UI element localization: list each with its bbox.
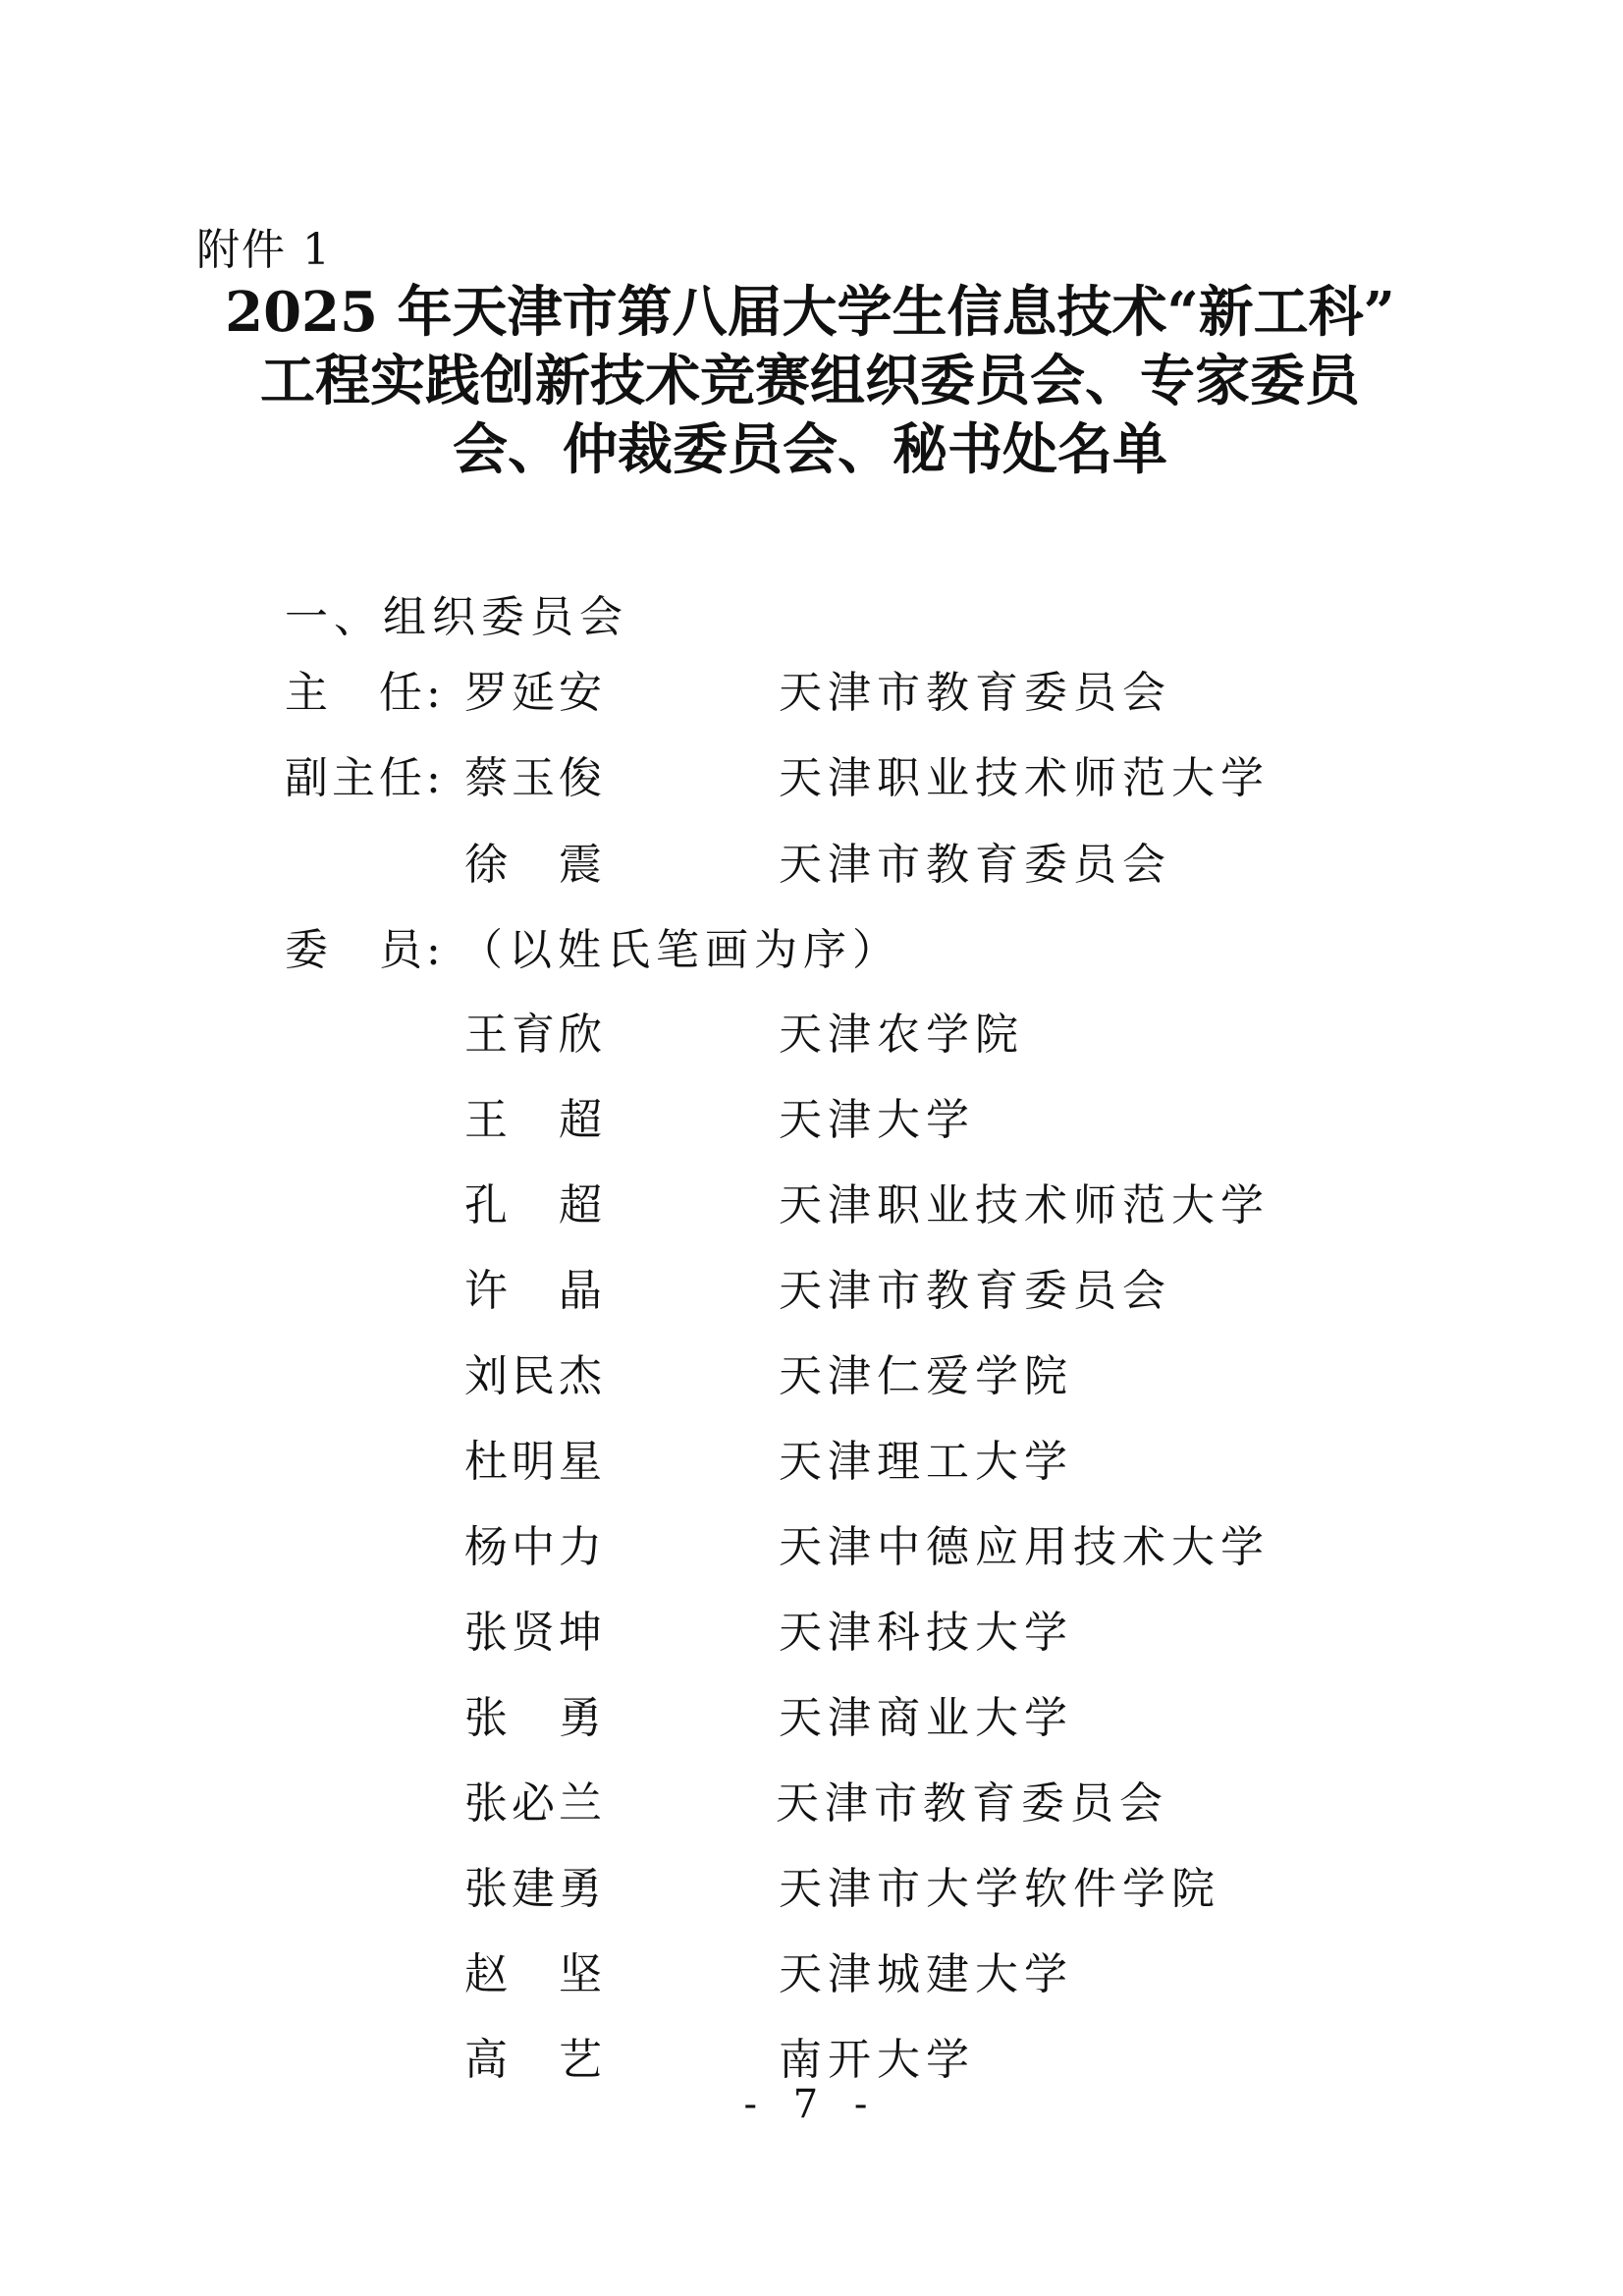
person-organization: 天津理工大学	[779, 1437, 1073, 1487]
role-label: 委 员:	[285, 925, 445, 975]
person-organization: 天津农学院	[779, 1010, 1024, 1060]
person-organization: 天津仁爱学院	[779, 1351, 1073, 1401]
section-heading: 一、组织委员会	[285, 592, 628, 642]
attachment-label: 附件 1	[196, 225, 332, 275]
person-name: 王育欣	[464, 1010, 606, 1060]
person-name: 罗延安	[464, 668, 606, 718]
person-name: 张必兰	[464, 1778, 606, 1829]
person-name: 王 超	[464, 1095, 606, 1145]
person-organization: 天津职业技术师范大学	[779, 753, 1270, 803]
person-name: 徐 震	[464, 840, 606, 890]
person-organization: 天津商业大学	[779, 1693, 1073, 1743]
document-title	[147, 278, 1473, 484]
person-name: 赵 坚	[464, 1949, 606, 1999]
person-organization: 天津职业技术师范大学	[779, 1180, 1270, 1230]
title-line-1: 2025 年天津市第八届大学生信息技术“新工科”	[225, 280, 1395, 345]
title-line-3: 会、仲裁委员会、秘书处名单	[453, 417, 1167, 482]
person-name: 许 晶	[464, 1266, 606, 1316]
person-name: 张贤坤	[464, 1608, 606, 1658]
person-organization: 天津中德应用技术大学	[779, 1522, 1270, 1572]
person-organization: 天津市教育委员会	[779, 840, 1171, 890]
page-number: - 7 -	[743, 2082, 880, 2127]
person-name: 杨中力	[464, 1522, 606, 1572]
person-organization: 天津大学	[779, 1095, 975, 1145]
role-label: 主 任:	[285, 668, 445, 718]
person-organization: 天津城建大学	[779, 1949, 1073, 1999]
person-organization: 天津市教育委员会	[779, 668, 1171, 718]
title-line-2: 工程实践创新技术竞赛组织委员会、专家委员	[260, 349, 1360, 413]
person-name: 蔡玉俊	[464, 753, 606, 803]
person-name: 孔 超	[464, 1180, 606, 1230]
person-organization: 南开大学	[779, 2035, 975, 2085]
members-order-note: （以姓氏笔画为序）	[460, 925, 901, 975]
person-organization: 天津科技大学	[779, 1608, 1073, 1658]
person-organization: 天津市教育委员会	[779, 1266, 1171, 1316]
role-label: 副主任:	[285, 753, 445, 803]
person-name: 杜明星	[464, 1437, 606, 1487]
person-name: 高 艺	[464, 2035, 606, 2085]
person-name: 刘民杰	[464, 1351, 606, 1401]
person-organization: 天津市大学软件学院	[779, 1864, 1220, 1914]
person-name: 张建勇	[464, 1864, 606, 1914]
person-organization: 天津市教育委员会	[776, 1778, 1168, 1829]
person-name: 张 勇	[464, 1693, 606, 1743]
